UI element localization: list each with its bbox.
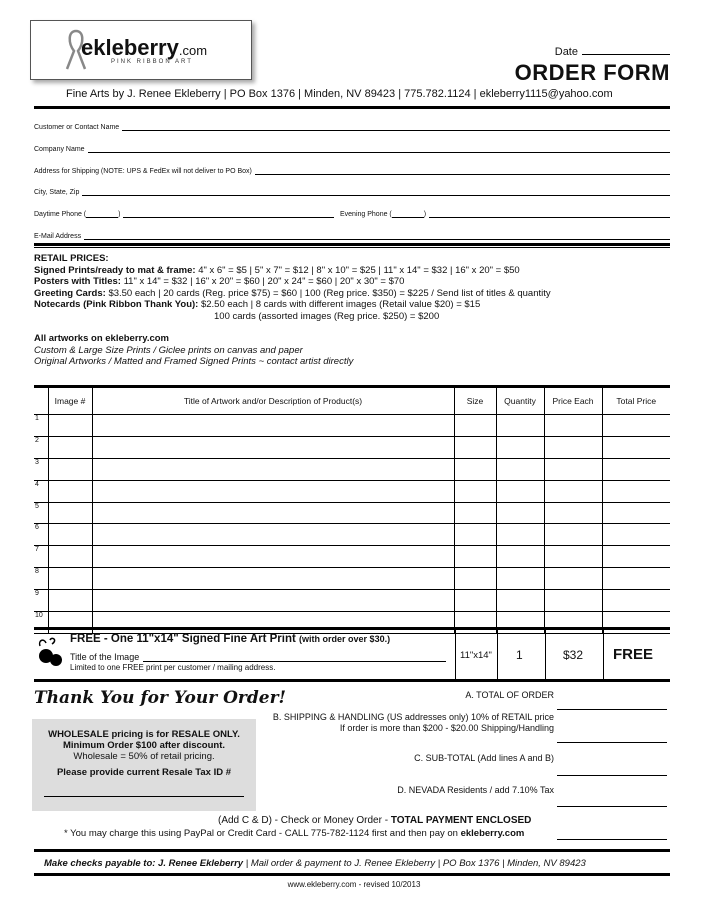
divider xyxy=(34,849,670,852)
table-row[interactable]: 8 xyxy=(34,568,670,590)
free-offer-title: FREE - One 11"x14" Signed Fine Art Print (with order over $30.) xyxy=(70,633,391,645)
logo-tagline: PINK RIBBON ART xyxy=(111,59,193,65)
table-row[interactable]: 1 xyxy=(34,415,670,437)
total-payment-label: (Add C & D) - Check or Money Order - TOTAL PAYMENT ENCLOSED xyxy=(218,815,532,826)
free-limit-note: Limited to one FREE print per customer / mailing address. xyxy=(70,663,276,672)
daytime-phone-field[interactable]: Daytime Phone ( ) xyxy=(34,209,334,218)
free-size: 11"x14" xyxy=(460,650,492,661)
city-state-zip-field[interactable]: City, State, Zip xyxy=(34,187,670,196)
free-total: FREE xyxy=(613,646,654,663)
contact-info: Fine Arts by J. Renee Ekleberry | PO Box 1376 | Minden, NV 89423 | 775.782.1124 | ekleberry1115@yahoo.com xyxy=(66,88,613,100)
divider xyxy=(34,243,670,246)
shipping-address-field[interactable]: Address for Shipping (NOTE: UPS & FedEx will not deliver to PO Box) xyxy=(34,166,670,175)
free-price: $32 xyxy=(563,648,584,662)
total-payment-line[interactable] xyxy=(557,838,667,840)
total-of-order-line[interactable] xyxy=(557,708,667,710)
col-image: Image # xyxy=(48,387,92,415)
divider xyxy=(34,679,670,682)
divider xyxy=(34,627,670,630)
customer-name-field[interactable]: Customer or Contact Name xyxy=(34,122,670,131)
tax-line[interactable] xyxy=(557,805,667,807)
payment-note: * You may charge this using PayPal or Credit Card - CALL 775-782-1124 first and then pay on ekleberry.com xyxy=(64,828,525,839)
company-logo xyxy=(30,20,252,80)
table-row[interactable]: 9 xyxy=(34,590,670,612)
resale-tax-id-field[interactable] xyxy=(44,796,244,797)
col-quantity: Quantity xyxy=(496,387,544,415)
divider xyxy=(34,873,670,876)
email-field[interactable]: E-Mail Address xyxy=(34,231,670,240)
order-table xyxy=(34,385,670,634)
company-name-field[interactable]: Company Name xyxy=(34,144,670,153)
retail-prices: RETAIL PRICES: Signed Prints/ready to mat & frame: 4" x 6" = $5 | 5" x 7" = $12 | 8" x 10" = $25 | 11" x 14" = $32 | 16" x 20" = $50 Posters with Titles: 11" x 14" = $32 | 16" x 20" = $60 | 20" x 24" = $60 | 20" x 30" = $70 Greeting Cards: $3.50 each | 20 cards (Reg. price $75) = $60 | 100 (Reg price. $350) = $225 / Send list of titles & quantity Notecards (Pink Ribbon Thank You): $2.50 each | 8 cards with different images (Retail value $20) = $15 100 cards (assorted images (Reg price. $250) = $200 xyxy=(34,253,551,322)
evening-phone-field[interactable]: Evening Phone ( ) xyxy=(340,209,670,218)
col-size: Size xyxy=(454,387,496,415)
date-label: Date xyxy=(554,46,578,58)
footer-payable: Make checks payable to: J. Renee Ekleberry | Mail order & payment to J. Renee Ekleberry | PO Box 1376 | Minden, NV 89423 xyxy=(44,858,586,869)
free-image-title-field[interactable]: Title of the Image xyxy=(70,652,446,662)
table-row[interactable]: 2 xyxy=(34,436,670,458)
col-total-price: Total Price xyxy=(602,387,670,415)
thank-you-message: Thank You for Your Order! xyxy=(34,688,287,708)
shipping-note: If order is more than $200 - $20.00 Shipping/Handling xyxy=(339,723,554,733)
total-of-order-label: A. TOTAL OF ORDER xyxy=(465,690,554,700)
page-title: ORDER FORM xyxy=(514,60,670,85)
shipping-label: B. SHIPPING & HANDLING (US addresses only) 10% of RETAIL price xyxy=(272,712,554,722)
free-quantity: 1 xyxy=(516,648,523,662)
date-field[interactable] xyxy=(555,44,670,58)
divider xyxy=(34,106,670,109)
table-row[interactable]: 10 xyxy=(34,612,670,634)
subtotal-line[interactable] xyxy=(557,774,667,776)
subtotal-label: C. SUB-TOTAL (Add lines A and B) xyxy=(414,753,554,763)
wholesale-info-box: WHOLESALE pricing is for RESALE ONLY. Minimum Order $100 after discount. Wholesale = 50% of retail pricing. Please provide current Resale Tax ID # xyxy=(32,719,256,811)
divider xyxy=(34,247,670,248)
gift-icon xyxy=(36,636,64,668)
footer-website: www.ekleberry.com - revised 10/2013 xyxy=(287,880,421,889)
logo-domain: .com xyxy=(178,43,208,58)
table-header xyxy=(34,387,670,415)
col-price-each: Price Each xyxy=(544,387,602,415)
table-row[interactable]: 7 xyxy=(34,546,670,568)
table-row[interactable]: 4 xyxy=(34,480,670,502)
artworks-info: All artworks on ekleberry.com Custom & Large Size Prints / Giclee prints on canvas and paper Original Artworks / Matted and Framed Signed Prints ~ contact artist directly xyxy=(34,333,354,367)
table-row[interactable]: 6 xyxy=(34,524,670,546)
shipping-line[interactable] xyxy=(557,741,667,743)
table-row[interactable]: 3 xyxy=(34,458,670,480)
logo-name: ekleberry xyxy=(81,35,179,60)
table-row[interactable]: 5 xyxy=(34,502,670,524)
col-title: Title of Artwork and/or Description of Product(s) xyxy=(92,387,454,415)
tax-label: D. NEVADA Residents / add 7.10% Tax xyxy=(397,785,554,795)
